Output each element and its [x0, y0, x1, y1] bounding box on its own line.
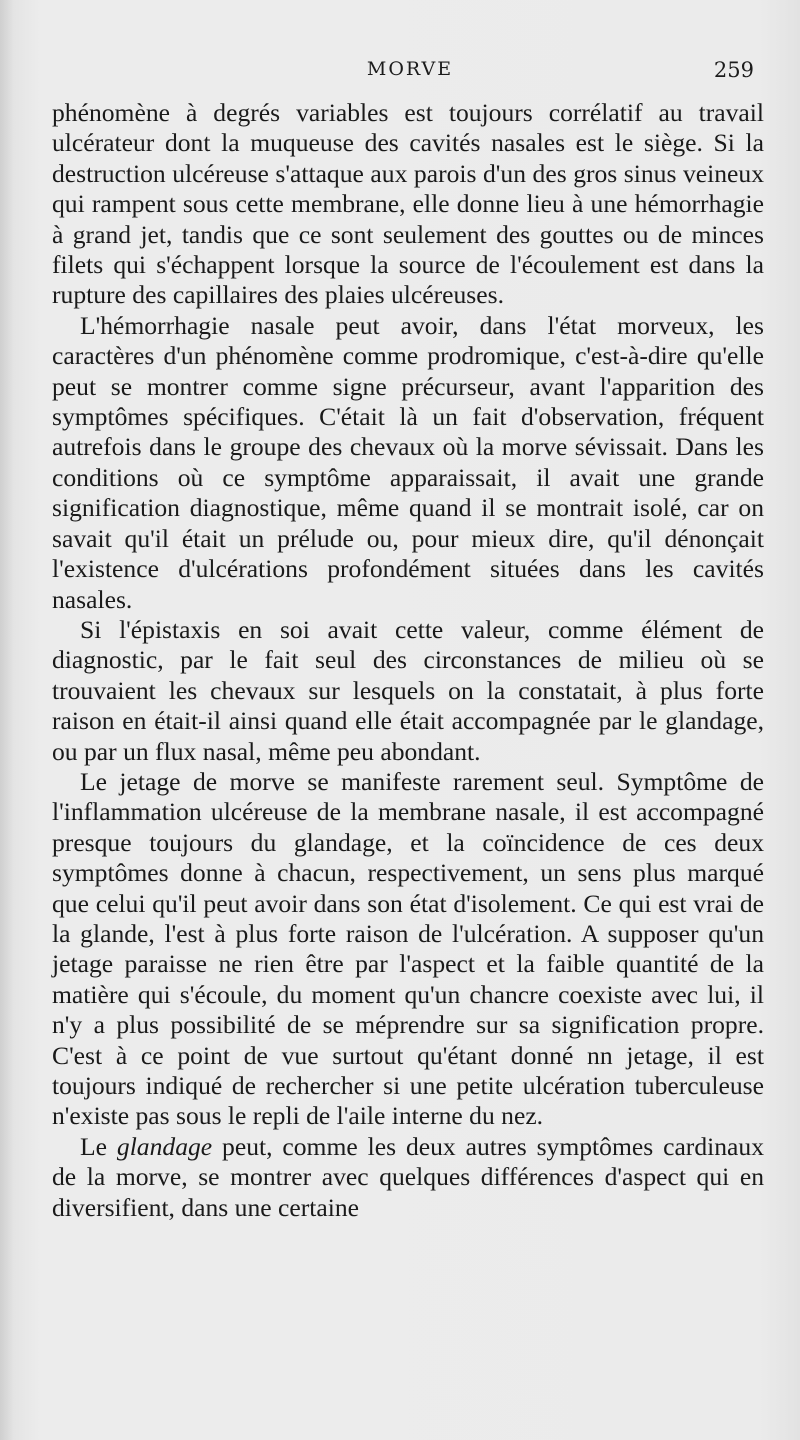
running-title: MORVE: [366, 58, 454, 80]
page-number: 259: [713, 58, 754, 82]
page-header: [50, 58, 770, 94]
italic-term: glandage: [116, 1131, 213, 1161]
paragraph-jetage: Le jetage de morve se manifeste rarement seul. Symptôme de l'inflammation ulcéreuse de la membrane nasale, il est accompagné presque toujours du glandage, et la coïncidence de ces deux symptômes donne à chacun, respectivement, un sens plus marqué que celui qu'il peut avoir dans son état d'isolement. Ce qui est vrai de la glande, l'est à plus forte raison de l'ulcération. A supposer qu'un jetage paraisse ne rien être par l'aspect et la faible quantité de la matière qui s'écoule, du moment qu'un chancre coexiste avec lui, il n'y a plus possibilité de se méprendre sur sa signification propre. C'est à ce point de vue surtout qu'étant donné nn jetage, il est toujours indiqué de rechercher si une petite ulcération tuberculeuse n'existe pas sous le repli de l'aile interne du nez.: [52, 766, 764, 1131]
paragraph-glandage: Le glandage peut, comme les deux autres symptômes cardinaux de la morve, se montrer avec quelques différences d'aspect qui en diversifient, dans une certaine: [52, 1131, 764, 1222]
paragraph-hemorrhagie: L'hémorrhagie nasale peut avoir, dans l'état morveux, les caractères d'un phénomène comme prodromique, c'est-à-dire qu'elle peut se montrer comme signe précurseur, avant l'apparition des symptômes spécifiques. C'était là un fait d'observation, fréquent autrefois dans le groupe des chevaux où la morve sévissait. Dans les conditions où ce symptôme apparaissait, il avait une grande signification diagnostique, même quand il se montrait isolé, car on savait qu'il était un prélude ou, pour mieux dire, qu'il dénonçait l'existence d'ulcérations profondément situées dans les cavités nasales.: [52, 310, 764, 614]
paragraph-epistaxis: Si l'épistaxis en soi avait cette valeur, comme élément de diagnostic, par le fait seul des circonstances de milieu où se trouvaient les chevaux sur lesquels on la constatait, à plus forte raison en était-il ainsi quand elle était accompagnée par le glandage, ou par un flux nasal, même peu abondant.: [52, 614, 764, 766]
body-text: [52, 98, 764, 1223]
paragraph-continuation: phénomène à degrés variables est toujours corrélatif au travail ulcérateur dont la muqueuse des cavités nasales est le siège. Si la destruction ulcéreuse s'attaque aux parois d'un des gros sinus veineux qui rampent sous cette membrane, elle donne lieu à une hémorrhagie à grand jet, tandis que ce sont seulement des gouttes ou de minces filets qui s'échappent lorsque la source de l'écoulement est dans la rupture des capillaires des plaies ulcéreuses.: [52, 98, 764, 310]
